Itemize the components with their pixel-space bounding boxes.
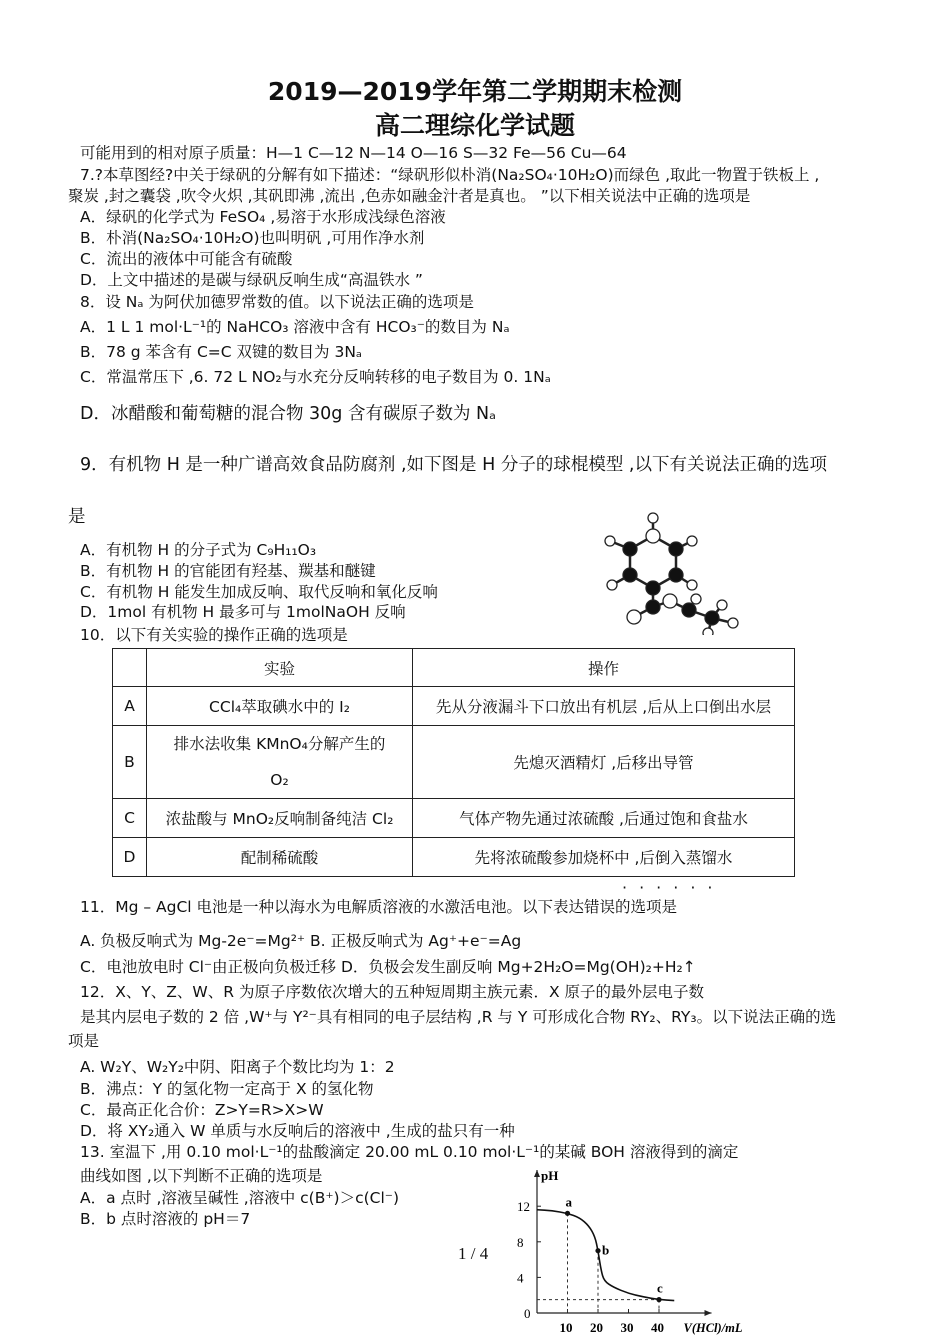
y-tick-label: 8 [517, 1234, 524, 1250]
atom-c [682, 603, 696, 617]
q12-stem: 12．X、Y、Z、W、R 为原子序数依次增大的五种短周期主族元素．X 原子的最外层电子数 [80, 983, 704, 1001]
q13-stem-cont: 曲线如图 ,以下判断不正确的选项是 [80, 1167, 323, 1185]
atom-c [669, 568, 683, 582]
q8-option-a: A．1 L 1 mol·L⁻¹的 NaHCO₃ 溶液中含有 HCO₃⁻的数目为 Nₐ [80, 318, 510, 336]
x-tick-label: 40 [651, 1320, 664, 1335]
atom-c [669, 542, 683, 556]
row-label: B [113, 726, 147, 799]
page-number: 1 / 4 [458, 1244, 489, 1263]
row-experiment-cont: O₂ [270, 771, 289, 789]
data-point-label: c [657, 1280, 663, 1296]
atom-c [646, 581, 660, 595]
q9-stem: 9．有机物 H 是一种广谱高效食品防腐剂 ,如下图是 H 分子的球棍模型 ,以下有关说法正确的选项 [80, 455, 827, 475]
q8-option-b: B．78 g 苯含有 C=C 双键的数目为 3Nₐ [80, 343, 362, 361]
data-point-a [565, 1211, 570, 1216]
q8-option-d: D．冰醋酸和葡萄糖的混合物 30g 含有碳原子数为 Nₐ [80, 404, 496, 424]
table-header-row [113, 649, 795, 687]
y-tick-label: 0 [524, 1306, 531, 1321]
molecule-ball-stick-model [600, 505, 750, 635]
q12-option-c: C．最高正化合价：Z>Y=R>X>W [80, 1101, 324, 1119]
y-tick-label: 12 [517, 1199, 530, 1215]
q9-option-a: A．有机物 H 的分子式为 C₉H₁₁O₃ [80, 541, 317, 559]
x-axis-label: V(HCl)/mL [683, 1321, 743, 1335]
y-axis-arrow [534, 1170, 540, 1177]
q7-stem-cont: 聚炭 ,封之囊袋 ,吹令火炽 ,其矾即沸 ,流出 ,色赤如融金汁者是真也。 ”以下相关说法中正确的选项是 [68, 187, 751, 205]
q7-stem: 7.?本草图经?中关于绿矾的分解有如下描述：“绿矾形似朴消(Na₂SO₄·10H₂O)而绿色 ,取此一物置于铁板上 , [80, 166, 820, 184]
data-point-c [656, 1297, 661, 1302]
q11-options-cd: C．电池放电时 Cl⁻由正极向负极迁移 D．负极会发生副反响 Mg+2H₂O=Mg(OH)₂+H₂↑ [80, 958, 696, 976]
q12-stem-cont: 是其内层电子数的 2 倍 ,W⁺与 Y²⁻具有相同的电子层结构 ,R 与 Y 可形成化合物 RY₂、RY₃。以下说法正确的选 [80, 1008, 837, 1026]
atom-h [728, 618, 738, 628]
table-header-cell [113, 649, 147, 687]
x-tick-label: 20 [590, 1320, 603, 1335]
table-row [113, 799, 795, 838]
row-label: C [113, 799, 147, 838]
row-operation: 气体产物先通过浓硫酸 ,后通过饱和食盐水 [413, 799, 795, 838]
q12-option-a: A. W₂Y、W₂Y₂中阴、阳离子个数比均为 1：2 [80, 1058, 395, 1076]
row-label: A [113, 687, 147, 726]
data-point-b [595, 1248, 600, 1253]
data-point-label: a [565, 1194, 572, 1210]
q12-option-d: D．将 XY₂通入 W 单质与水反响后的溶液中 ,生成的盐只有一种 [80, 1122, 515, 1140]
table-header-cell: 实验 [147, 649, 413, 687]
atom-c [705, 611, 719, 625]
row-experiment: 排水法收集 KMnO₄分解产生的 [173, 735, 386, 753]
q8-stem: 8．设 Nₐ 为阿伏加德罗常数的值。以下说法正确的选项是 [80, 293, 474, 311]
experiment-table [112, 648, 795, 877]
table-row [113, 726, 795, 799]
doc-title: 2019—2019学年第二学期期末检测 [267, 77, 683, 106]
row-label: D [113, 838, 147, 877]
q13-option-b: B．b 点时溶液的 pH＝7 [80, 1210, 251, 1228]
table-row [113, 838, 795, 877]
row-operation: 先将浓硫酸参加烧杯中 ,后倒入蒸馏水 [413, 838, 795, 877]
row-operation: 先从分液漏斗下口放出有机层 ,后从上口倒出水层 [413, 687, 795, 726]
atom-h [687, 536, 697, 546]
row-experiment: 配制稀硫酸 [147, 838, 413, 877]
atom-h [648, 513, 658, 523]
x-tick-label: 10 [559, 1320, 573, 1335]
atom-h [687, 580, 697, 590]
q9-stem-cont: 是 [68, 507, 86, 527]
row-experiment: CCl₄萃取碘水中的 I₂ [147, 687, 413, 726]
atom-o [627, 610, 641, 624]
atom-h [703, 628, 713, 635]
q9-option-d: D．1mol 有机物 H 最多可与 1molNaOH 反响 [80, 603, 406, 621]
q7-option-c: C．流出的液体中可能含有硫酸 [80, 250, 293, 268]
data-point-label: b [602, 1242, 610, 1258]
q12-stem-cont2: 项是 [68, 1032, 100, 1050]
table-header-cell: 操作 [413, 649, 795, 687]
emphasis-dots: ······ [622, 878, 725, 897]
y-axis-label: pH [541, 1168, 559, 1183]
atom-c [623, 568, 637, 582]
q7-option-a: A．绿矾的化学式为 FeSO₄ ,易溶于水形成浅绿色溶液 [80, 208, 446, 226]
row-operation: 先熄灭酒精灯 ,后移出导管 [413, 726, 795, 799]
q8-option-c: C．常温常压下 ,6. 72 L NO₂与水充分反响转移的电子数目为 0. 1Nₐ [80, 368, 551, 386]
x-tick-label: 30 [620, 1320, 634, 1335]
atom-h [605, 536, 615, 546]
atom-o [646, 529, 660, 543]
titration-curve-chart [505, 1160, 765, 1344]
x-axis-arrow [705, 1310, 712, 1316]
atom-c [646, 600, 660, 614]
atom-o [663, 594, 677, 608]
q13-option-a: A．a 点时 ,溶液呈碱性 ,溶液中 c(B⁺)＞c(Cl⁻) [80, 1189, 400, 1207]
atomic-masses: 可能用到的相对原子质量：H—1 C—12 N—14 O—16 S—32 Fe—56 Cu—64 [80, 144, 627, 162]
y-tick-label: 4 [517, 1270, 524, 1286]
atom-h [607, 580, 617, 590]
q11-options-ab: A. 负极反响式为 Mg-2e⁻=Mg²⁺ B. 正极反响式为 Ag⁺+e⁻=Ag [80, 932, 522, 950]
q10-stem: 10．以下有关实验的操作正确的选项是 [80, 626, 348, 644]
q11-stem: 11．Mg – AgCl 电池是一种以海水为电解质溶液的水激活电池。以下表达错误的选项是 [80, 898, 678, 916]
q9-option-c: C．有机物 H 能发生加成反响、取代反响和氧化反响 [80, 583, 438, 601]
row-experiment: 浓盐酸与 MnO₂反响制备纯洁 Cl₂ [147, 799, 413, 838]
table-row [113, 687, 795, 726]
doc-subtitle: 高二理综化学试题 [374, 111, 575, 140]
q9-option-b: B．有机物 H 的官能团有羟基、羰基和醚键 [80, 562, 376, 580]
q13-stem: 13. 室温下 ,用 0.10 mol·L⁻¹的盐酸滴定 20.00 mL 0.10 mol·L⁻¹的某碱 BOH 溶液得到的滴定 [80, 1143, 739, 1161]
atom-c [623, 542, 637, 556]
atom-h [691, 594, 701, 604]
row-experiment-cell [147, 726, 413, 799]
q12-option-b: B．沸点：Y 的氢化物一定高于 X 的氢化物 [80, 1080, 374, 1098]
q7-option-d: D．上文中描述的是碳与绿矾反响生成“高温铁水 ” [80, 271, 423, 289]
q7-option-b: B．朴消(Na₂SO₄·10H₂O)也叫明矾 ,可用作净水剂 [80, 229, 425, 247]
atom-h [717, 600, 727, 610]
